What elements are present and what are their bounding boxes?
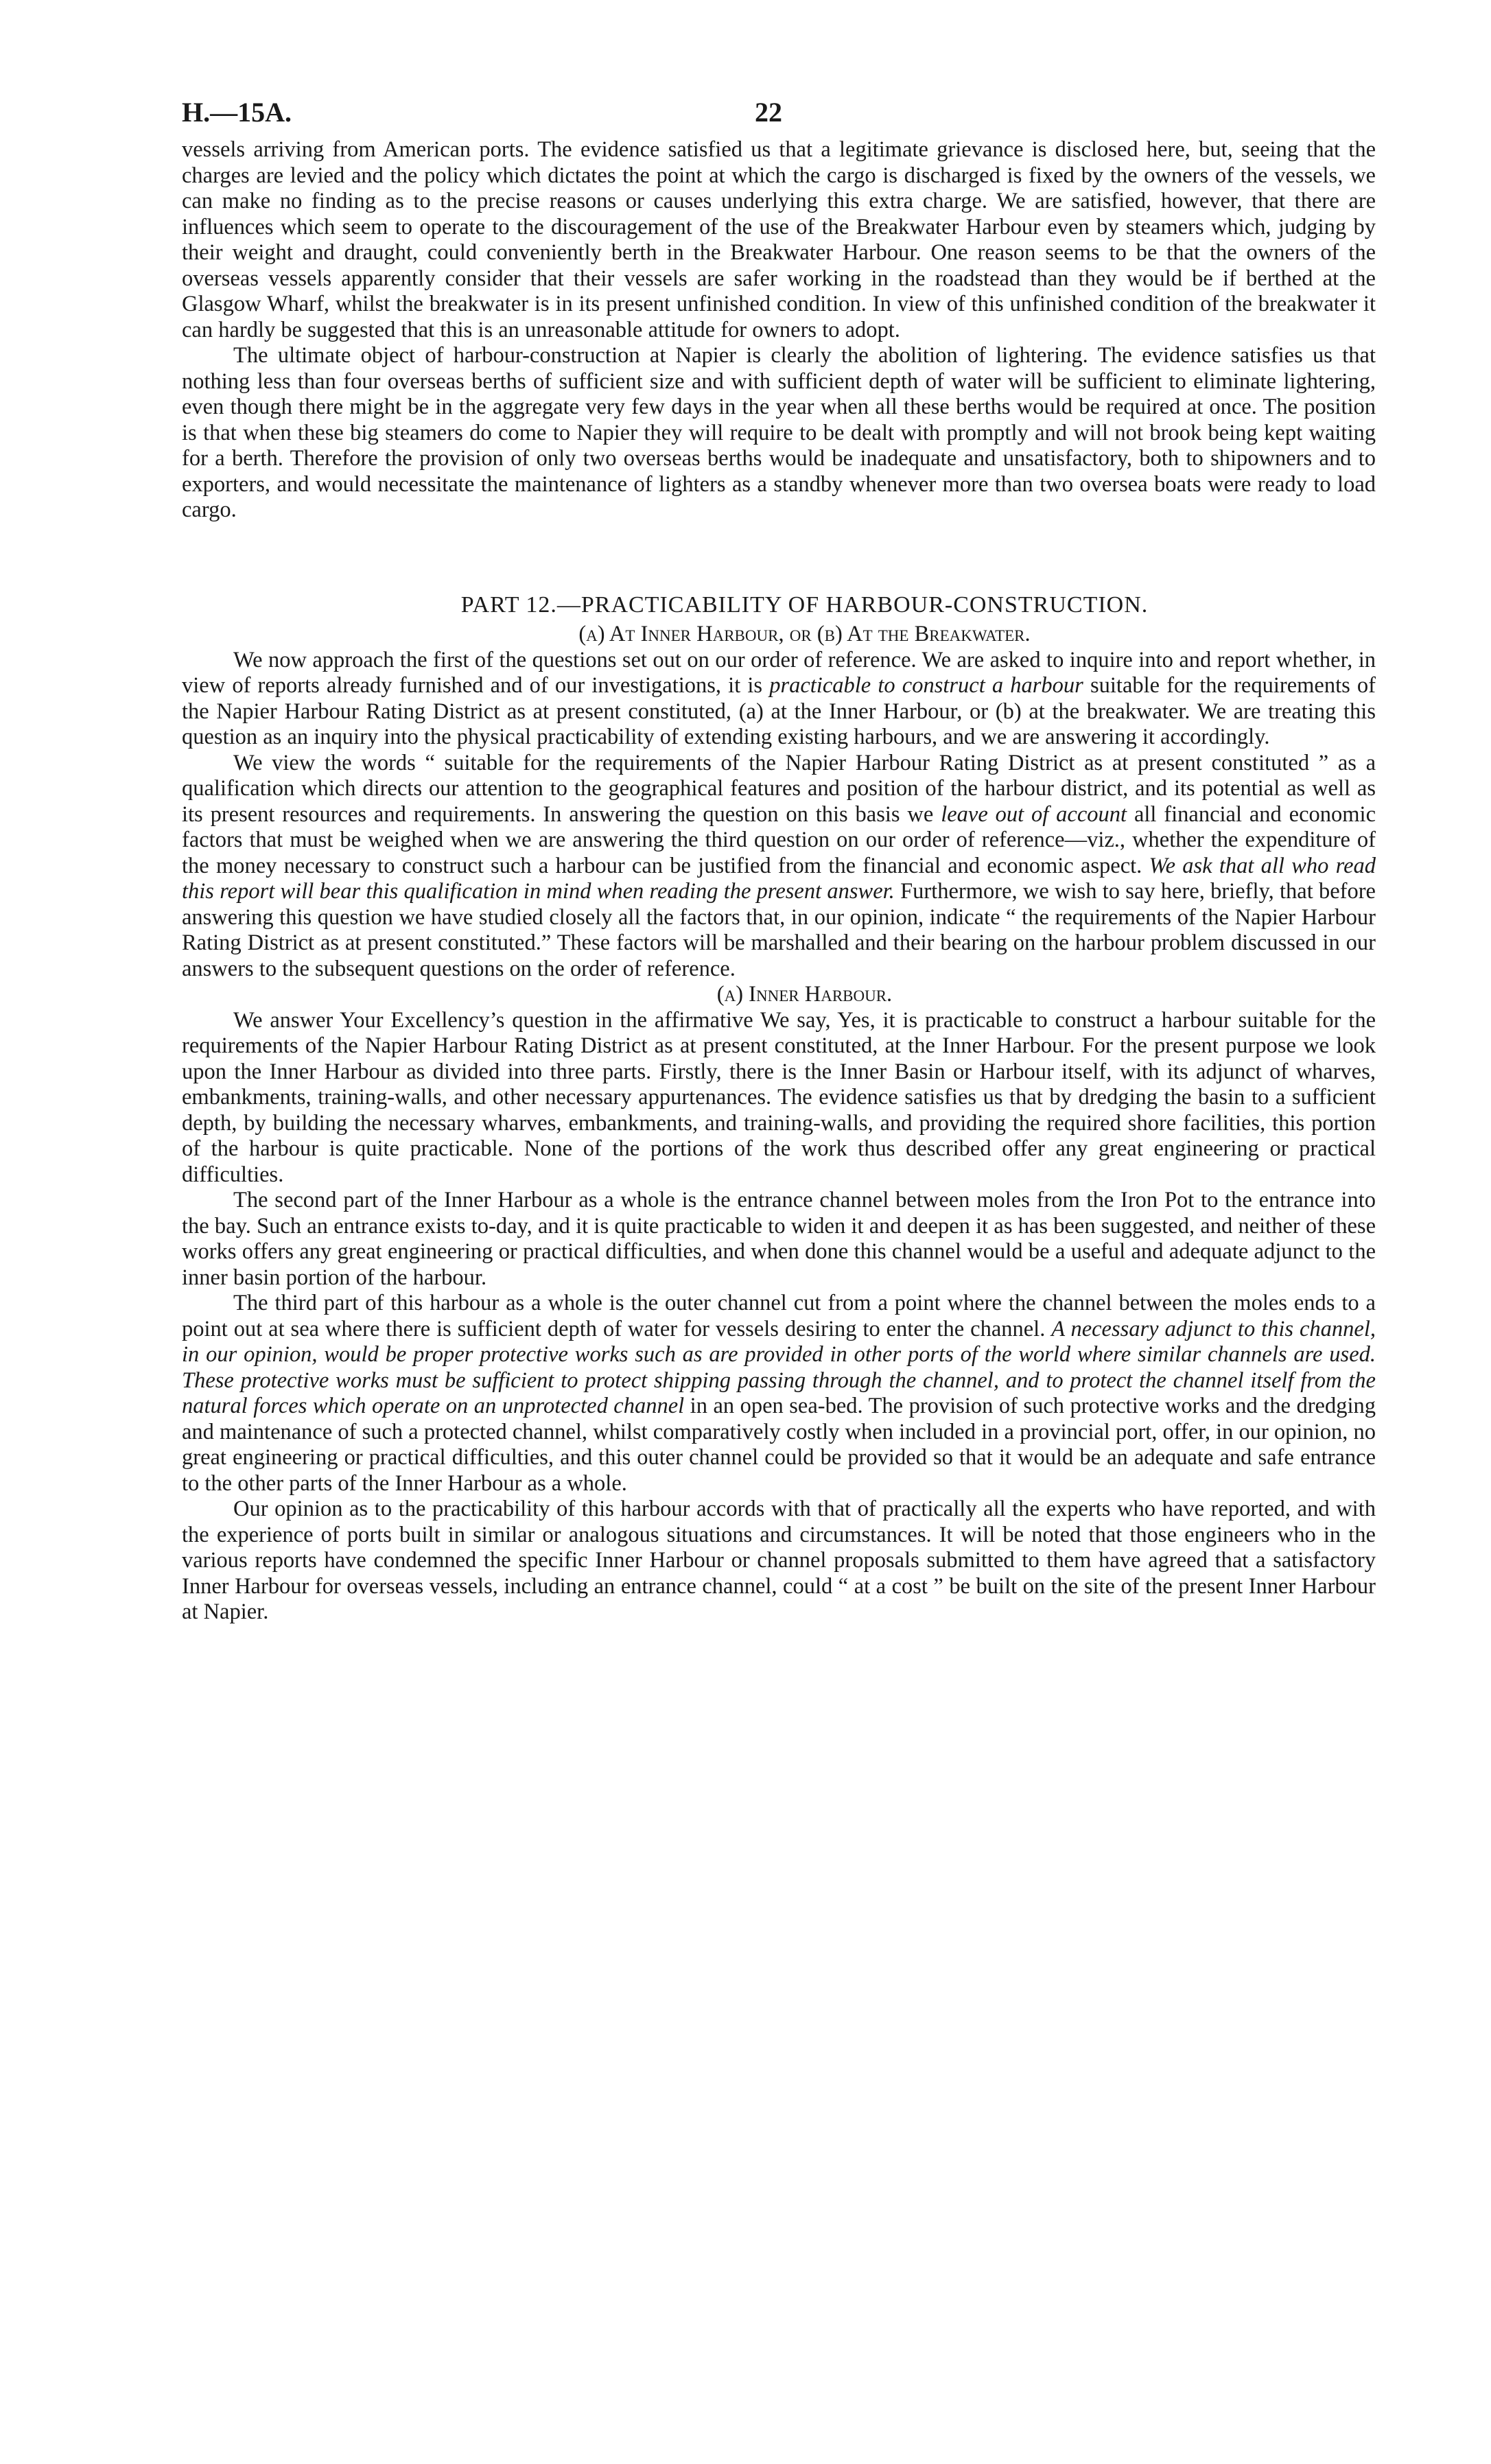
emphasis-text: leave out of account — [941, 801, 1127, 827]
emphasis-text: We ask that all who read this report will bear this qualification in mind when reading the present answer. — [182, 853, 1376, 904]
inner-harbour-paragraph-4: Our opinion as to the practicability of this harbour accords with that of practically all the experts who have reported, and with the experience of ports built in similar or analogous situations and circumstances. It will be noted that those engineers who in the various reports have condemned the specific Inner Harbour or channel proposals submitted to them have agreed that a satisfactory Inner Harbour for overseas vessels, including an entrance channel, could “ at a cost ” be built on the site of the present Inner Harbour at Napier. — [182, 1497, 1376, 1624]
document-code: H.—15A. — [182, 97, 292, 128]
page-number: 22 — [755, 97, 782, 128]
emphasis-text: practicable to construct a harbour — [769, 673, 1083, 698]
qualification-paragraph — [182, 751, 1376, 983]
document-page — [182, 89, 1376, 1626]
text-run: We now approach the first of the questions set out on our order of reference. We are asked to inquire into and report whether, in view of reports already furnished and of our investigations, it is — [182, 647, 1376, 698]
continuation-paragraph: vessels arriving from American ports. The evidence satisfied us that a legitimate grievance is disclosed here, but, seeing that the charges are levied and the policy which dictates the point at which the cargo is discharged is fixed by the owners of the vessels, we can make no finding as to the precise reasons or causes underlying this extra charge. We are satisfied, however, that there are influences which seem to operate to the discouragement of the use of the Breakwater Harbour even by steamers which, judging by their weight and draught, could conveniently berth in the Breakwater Harbour. One reason seems to be that the owners of the overseas vessels apparently consider that their vessels are safer working in the roadstead than they would be if berthed at the Glasgow Wharf, whilst the breakwater is in its present unfinished condition. In view of this unfinished condition of the breakwater it can hardly be suggested that this is an unreasonable attitude for owners to adopt. — [182, 137, 1376, 342]
inner-harbour-paragraph-2: The second part of the Inner Harbour as a whole is the entrance channel between moles from the Iron Pot to the entrance into the bay. Such an entrance exists to-day, and it is quite practicable to widen it and deepen it as has been suggested, and neither of these works offers any great engineering or practical difficulties, and when done this channel would be a useful and adequate adjunct to the inner basin portion of the harbour. — [182, 1188, 1376, 1290]
page-header — [182, 89, 1376, 137]
text-run: We view the words “ suitable for the requirements of the Napier Harbour Rating District as at present constituted ” as a qualification which directs our attention to the geographical features and position of the harbour district, and its potential as well as its present resources and requirements. In answering the question on this basis we — [182, 750, 1376, 827]
inner-harbour-paragraph-1: We answer Your Excellency’s question in the affirmative We say, Yes, it is practicable to construct a harbour suitable for the requirements of the Napier Harbour Rating District as at present constituted, at the Inner Harbour. For the present purpose we look upon the Inner Harbour as divided into three parts. Firstly, there is the Inner Basin or Harbour itself, with its adjunct of wharves, embankments, training-walls, and other necessary appurtenances. The evidence satisfies us that by dredging the basin to a sufficient depth, by building the necessary wharves, embankments, and training-walls, and providing the required shore facilities, this portion of the harbour is quite practicable. None of the portions of the work thus described offer any great engineering or practical difficulties. — [182, 1007, 1376, 1187]
part-12-subtitle: (a) At Inner Harbour, or (b) At the Breakwater. — [578, 622, 1031, 646]
text-run: The third part of this harbour as a whole is the outer channel cut from a point where the channel between the moles ends to a point out at sea where there is sufficient depth of water for vessels desiring to enter the channel. — [182, 1291, 1376, 1341]
document-body — [182, 137, 1376, 1626]
ultimate-object-paragraph: The ultimate object of harbour-construction at Napier is clearly the abolition of lightering. The evidence satisfies us that nothing less than four overseas berths of sufficient size and with sufficient depth of water will be sufficient to eliminate lightering, even though there might be in the aggregate very few days in the year when all these berths would be required at once. The position is that when these big steamers do come to Napier they will require to be dealt with promptly and will not brook being kept waiting for a berth. Therefore the provision of only two overseas berths would be inadequate and unsatisfactory, both to shipowners and to exporters, and would necessitate the maintenance of lighters as a standby whenever more than two oversea boats were ready to load cargo. — [182, 343, 1376, 522]
emphasis-text: A necessary adjunct to this channel, in our opinion, would be proper protective works such as are provided in other ports of the world where similar channels are used. These protective works must be sufficient to protect shipping passing through the channel, and to protect the channel itself from the natural forces which operate on an unprotected channel — [182, 1316, 1376, 1418]
text-run: suitable for the requirements of the Napier Harbour Rating District as at present constituted, (a) at the Inner Harbour, or (b) at the breakwater. We are treating this question as an inquiry into the physical practicability of extending existing harbours, and we are answering it accordingly. — [182, 673, 1376, 749]
text-run: Furthermore, we wish to say here, briefly, that before answering this question we have studied closely all the factors that, in our opinion, indicate “ the requirements of the Napier Harbour Rating District as at present constituted.” These factors will be marshalled and their bearing on the harbour problem discussed in our answers to the subsequent questions on the order of reference. — [182, 879, 1376, 981]
inner-harbour-paragraph-3 — [182, 1291, 1376, 1497]
text-run: all financial and economic factors that must be weighed when we are answering the third question on our order of reference—viz., whether the expenditure of the money necessary to construct such a harbour can be justified from the financial and economic aspect. — [182, 801, 1376, 878]
practicability-paragraph — [182, 648, 1376, 751]
part-12-title: PART 12.—PRACTICABILITY OF HARBOUR-CONSTRUCTION. — [460, 591, 1149, 618]
text-run: in an open sea-bed. The provision of such protective works and the dredging and maintenance of such a protected channel, whilst comparatively costly when included in a provincial port, offer, in our opinion, no great engineering or practical difficulties, and this outer channel could be provided so that it would be an adequate and safe entrance to the other parts of the Inner Harbour as a whole. — [182, 1394, 1376, 1496]
inner-harbour-heading: (a) Inner Harbour. — [716, 982, 893, 1007]
